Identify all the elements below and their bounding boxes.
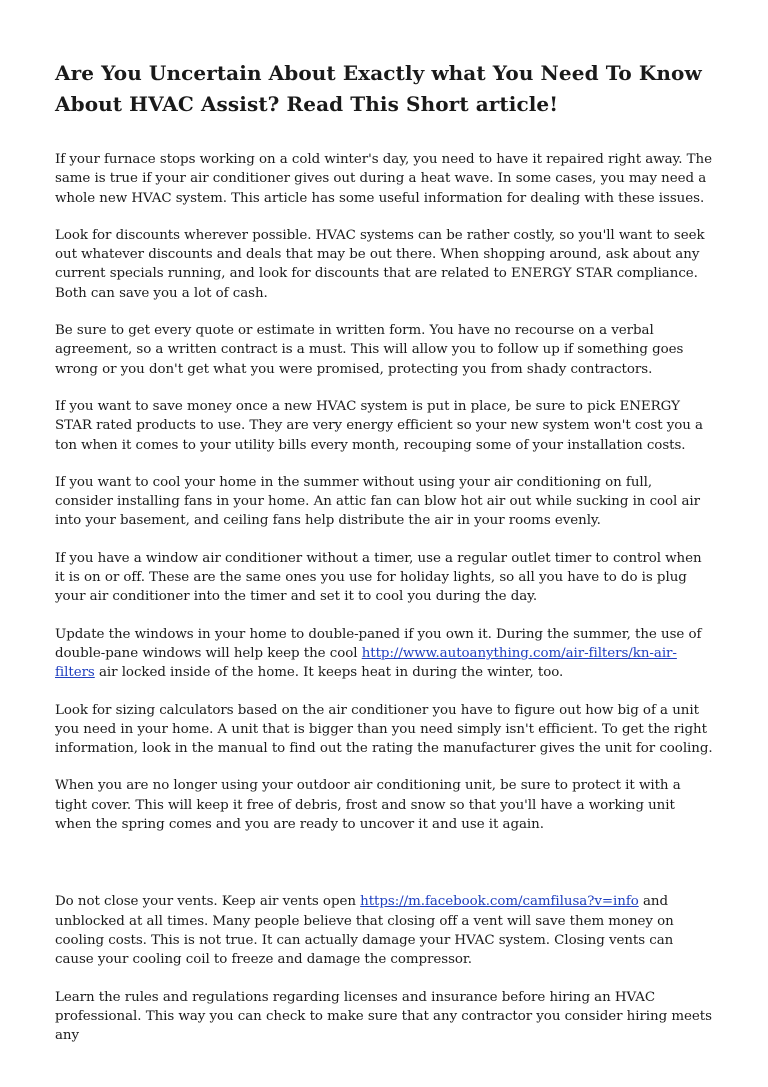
article-title: Are You Uncertain About Exactly what You Need To Know About HVAC Assist? Read This Short article!: [55, 61, 702, 116]
document-page: [55, 58, 713, 1063]
paragraph-vents-text-after: and unblocked at all times. Many people believe that closing off a vent will save them money on cooling costs. This is not true. It can actually damage your HVAC system. Closing vents can cause your cooling coil to freeze and damage the compressor.: [55, 894, 674, 968]
paragraph-windows: [55, 625, 713, 683]
paragraph-energy-star: If you want to save money once a new HVAC system is put in place, be sure to pick ENERGY STAR rated products to use. They are very energy efficient so your new system won't cost you a ton when it comes to your utility bills every month, recouping some of your installation costs.: [55, 398, 703, 453]
air-filters-link[interactable]: http://www.autoanything.com/air-filters/kn-air-filters: [55, 645, 677, 681]
paragraph-windows-text-after: air locked inside of the home. It keeps heat in during the winter, too.: [94, 665, 564, 681]
paragraph-outlet-timer: If you have a window air conditioner without a timer, use a regular outlet timer to control when it is on or off. These are the same ones you use for holiday lights, so all you have to do is plug your air conditioner into the timer and set it to cool you during the day.: [55, 550, 702, 605]
paragraph-licenses: Learn the rules and regulations regarding licenses and insurance before hiring an HVAC professional. This way you can check to make sure that any contractor you consider hiring meets any: [55, 989, 712, 1044]
paragraph-cover: When you are no longer using your outdoor air conditioning unit, be sure to protect it with a tight cover. This will keep it free of debris, frost and snow so that you'll have a working unit when the spring comes and you are ready to uncover it and use it again.: [55, 778, 681, 833]
paragraph-vents-text-before: Do not close your vents. Keep air vents open: [55, 894, 361, 910]
facebook-link[interactable]: https://m.facebook.com/camfilusa?v=info: [360, 894, 639, 910]
paragraph-written-quote: Be sure to get every quote or estimate in written form. You have no recourse on a verbal agreement, so a written contract is a must. This will allow you to follow up if something goes wrong or you don't get what you were promised, protecting you from shady contractors.: [55, 323, 684, 377]
paragraph-sizing: Look for sizing calculators based on the air conditioner you have to figure out how big of a unit you need in your home. A unit that is bigger than you need simply isn't efficient. To get the right information, look in the manual to find out the rating the manufacturer gives the unit for cooling.: [55, 702, 713, 757]
paragraph-windows-text-before: Update the windows in your home to double-paned if you own it. During the summer, the use of double-pane windows will help keep the cool: [55, 626, 702, 661]
paragraph-vents: [55, 892, 713, 969]
paragraph-discounts: Look for discounts wherever possible. HVAC systems can be rather costly, so you'll want to seek out whatever discounts and deals that may be out there. When shopping around, ask about any current specials running, and look for discounts that are related to ENERGY STAR compliance. Both can save you a lot of cash.: [55, 227, 705, 301]
paragraph-fans: If you want to cool your home in the summer without using your air conditioning on full, consider installing fans in your home. An attic fan can blow hot air out while sucking in cool air into your basement, and ceiling fans help distribute the air in your rooms evenly.: [55, 474, 701, 529]
paragraph-furnace: If your furnace stops working on a cold winter's day, you need to have it repaired right away. The same is true if your air conditioner gives out during a heat wave. In some cases, you may need a whole new HVAC system. This article has some useful information for dealing with these issues.: [55, 152, 712, 206]
